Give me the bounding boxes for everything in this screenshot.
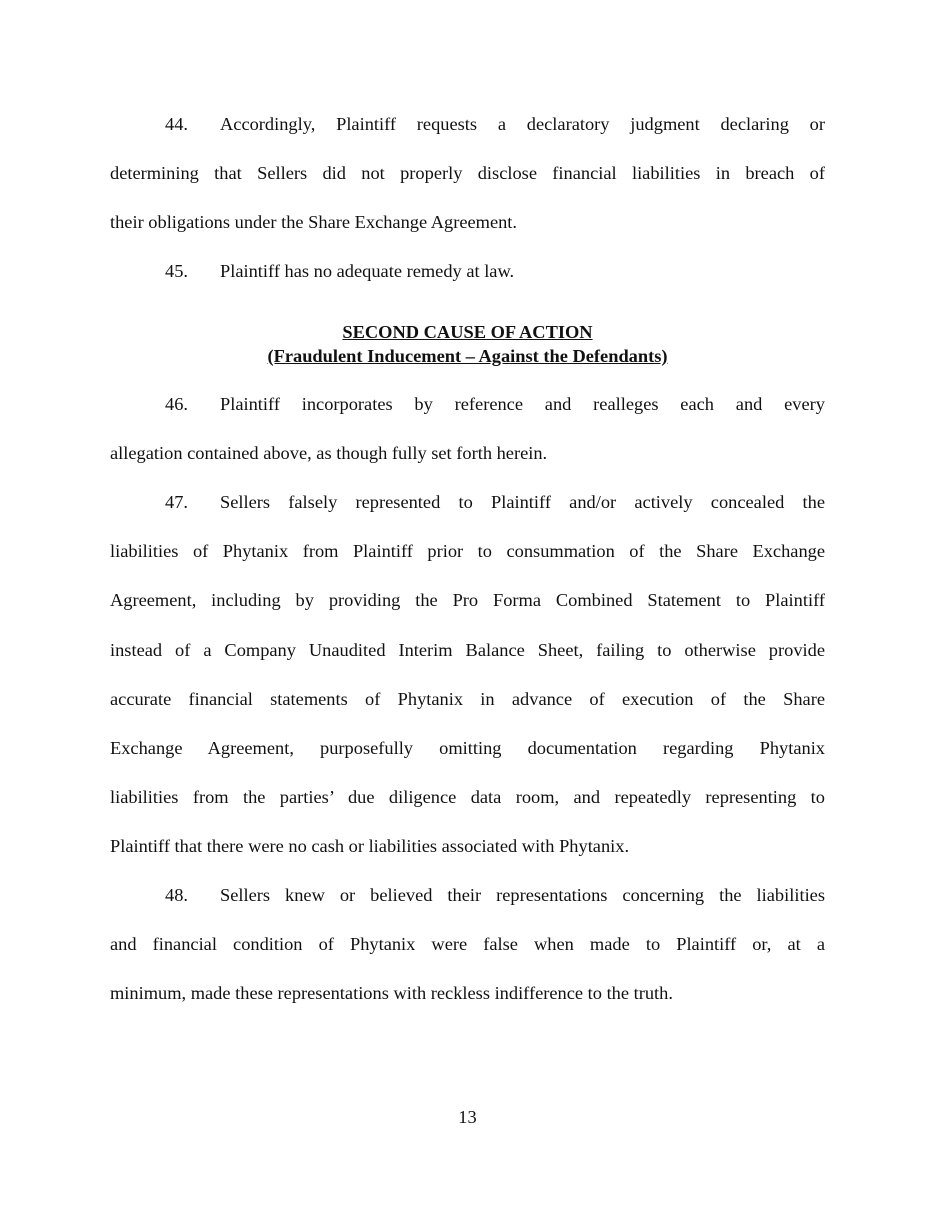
paragraph-line	[110, 932, 825, 956]
paragraph-line	[110, 736, 825, 760]
page-number: 13	[458, 1107, 477, 1127]
paragraph-line	[110, 981, 825, 1005]
paragraph-text: Sellers knew or believed their representations concerning the liabilities	[220, 885, 825, 905]
paragraph-text: their obligations under the Share Exchange Agreement.	[110, 212, 518, 233]
paragraph-text: Exchange Agreement, purposefully omitting documentation regarding Phytanix	[110, 738, 825, 758]
paragraph-line	[110, 588, 825, 612]
paragraph-text: allegation contained above, as though fully set forth herein.	[110, 443, 548, 464]
paragraph-number: 44.	[165, 114, 188, 134]
paragraph-line	[165, 883, 825, 907]
paragraph-text: Plaintiff incorporates by reference and realleges each and every	[220, 394, 825, 414]
paragraph-line	[110, 210, 825, 234]
paragraph-text: Sellers falsely represented to Plaintiff and/or actively concealed the	[220, 492, 825, 512]
paragraph-text: determining that Sellers did not properly disclose financial liabilities in breach of	[110, 163, 825, 184]
paragraph-line	[110, 834, 825, 858]
paragraph-number: 46.	[165, 394, 188, 414]
paragraph-line	[165, 259, 825, 283]
paragraph-line	[165, 112, 825, 136]
paragraph-text: Agreement, including by providing the Pro Forma Combined Statement to Plaintiff	[110, 590, 825, 611]
paragraph-line	[165, 392, 825, 416]
paragraph-line	[110, 161, 825, 185]
paragraph-text: liabilities from the parties’ due diligence data room, and repeatedly representing to	[110, 787, 825, 808]
paragraph-number: 45.	[165, 261, 188, 281]
section-heading: SECOND CAUSE OF ACTION	[342, 322, 593, 342]
paragraph-text: accurate financial statements of Phytanix in advance of execution of the Share	[110, 688, 825, 709]
paragraph-line	[165, 490, 825, 514]
paragraph-line	[110, 441, 825, 465]
section-subheading: (Fraudulent Inducement – Against the Defendants)	[267, 346, 668, 366]
paragraph-line	[110, 687, 825, 711]
paragraph-line	[110, 638, 825, 662]
paragraph-line	[110, 539, 825, 563]
paragraph-text: Accordingly, Plaintiff requests a declaratory judgment declaring or	[220, 114, 825, 134]
paragraph-text: Plaintiff that there were no cash or liabilities associated with Phytanix.	[110, 836, 630, 857]
paragraph-number: 47.	[165, 492, 188, 512]
paragraph-text: minimum, made these representations with reckless indifference to the truth.	[110, 983, 673, 1004]
paragraph-text: liabilities of Phytanix from Plaintiff prior to consummation of the Share Exchange	[110, 541, 825, 562]
paragraph-number: 48.	[165, 885, 188, 905]
paragraph-text: and financial condition of Phytanix were false when made to Plaintiff or, at a	[110, 934, 825, 955]
paragraph-line	[110, 785, 825, 809]
paragraph-text: instead of a Company Unaudited Interim Balance Sheet, failing to otherwise provide	[110, 639, 825, 660]
paragraph-text: Plaintiff has no adequate remedy at law.	[220, 261, 515, 281]
